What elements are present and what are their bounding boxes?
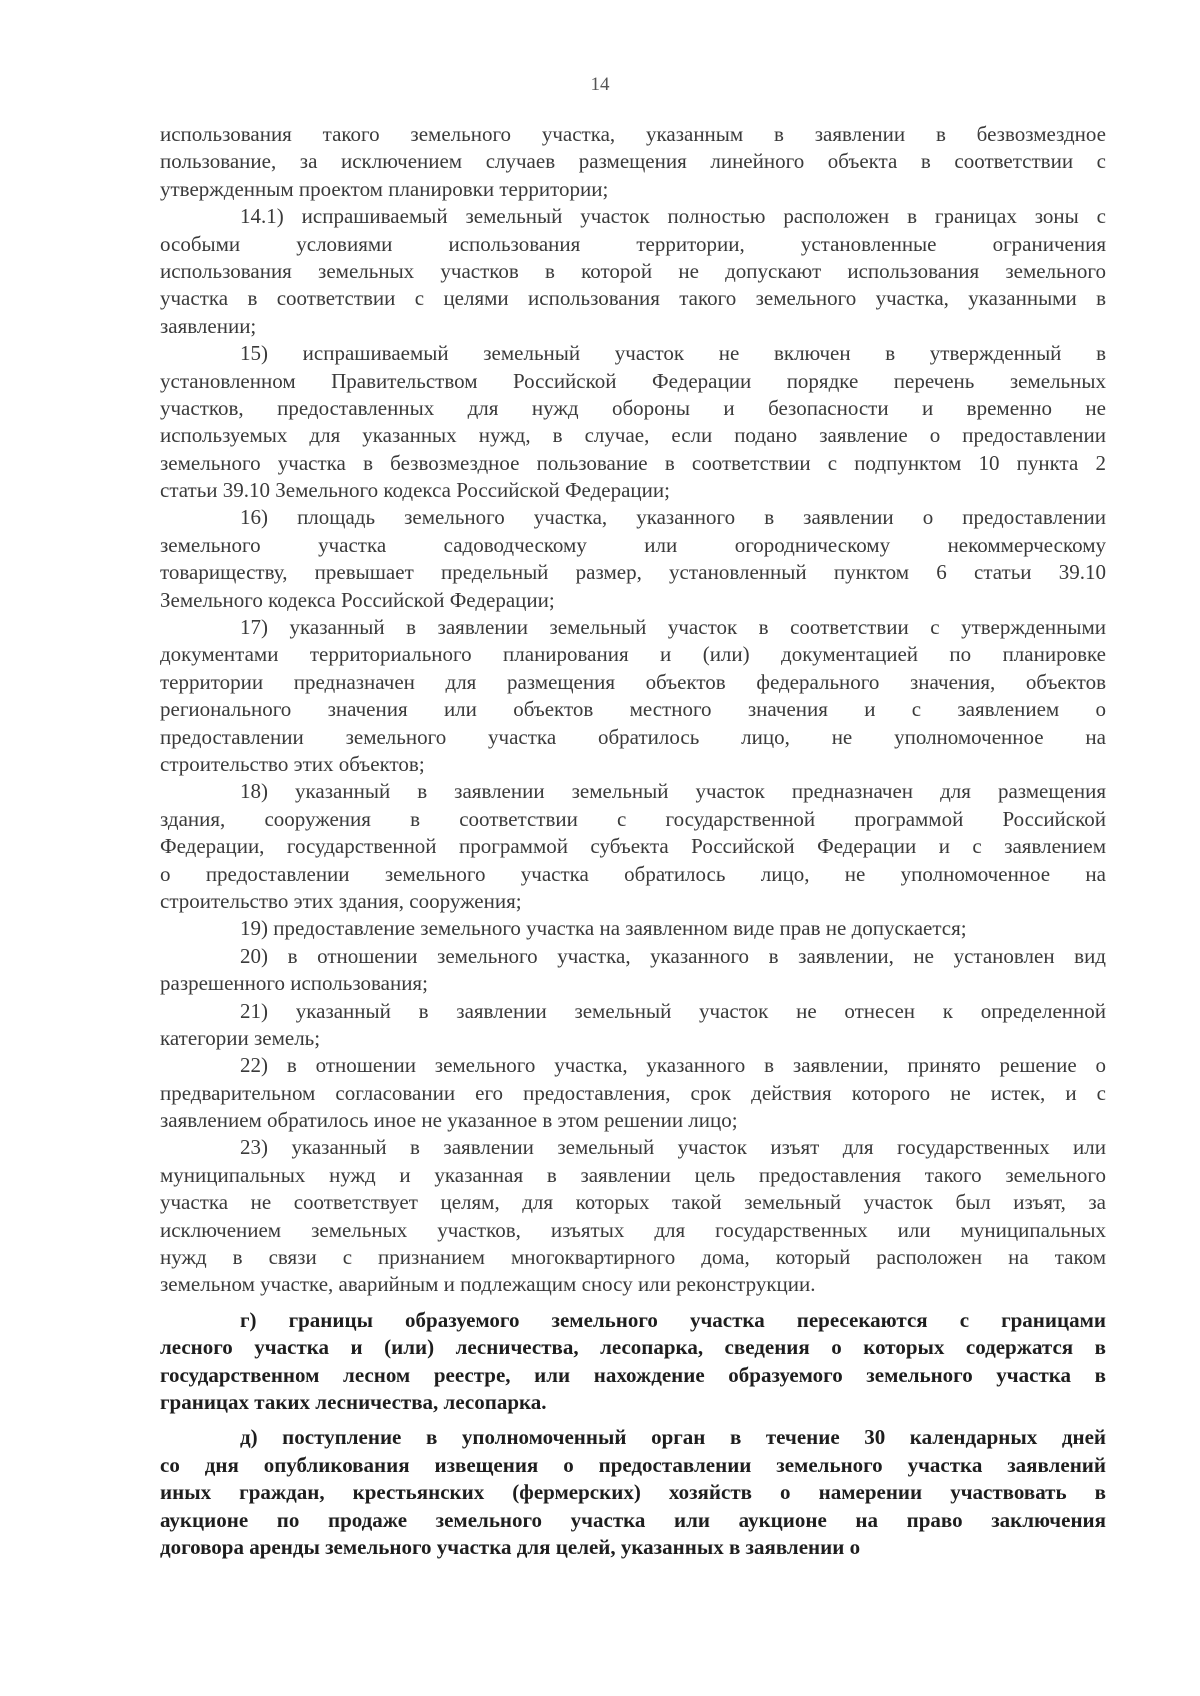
text-line: строительство этих объектов; xyxy=(160,751,425,776)
text-line: использования такого земельного участка, указанным в заявлении в безвозмездное xyxy=(160,122,1106,146)
paragraph xyxy=(160,1134,1106,1298)
text-line: 15) испрашиваемый земельный участок не включен в утвержденный в xyxy=(240,341,1106,366)
paragraph-gap xyxy=(160,1416,1106,1424)
text-line: земельного участка в безвозмездное пользование в соответствии с подпунктом 10 пункта 2 xyxy=(160,450,1106,475)
paragraph xyxy=(160,915,1106,942)
text-line: территории предназначен для размещения объектов федерального значения, объектов xyxy=(160,669,1106,694)
text-line: о предоставлении земельного участка обратилось лицо, не уполномоченное на xyxy=(160,861,1106,886)
text-line: использования земельных участков в которой не допускают использования земельного xyxy=(160,258,1106,283)
paragraph xyxy=(160,998,1106,1053)
text-line: заявлении; xyxy=(160,313,257,338)
text-line: д) поступление в уполномоченный орган в течение 30 календарных дней xyxy=(240,1425,1106,1450)
text-line: исключением земельных участков, изъятых для государственных или муниципальных xyxy=(160,1217,1106,1242)
text-line: границах таких лесничества, лесопарка. xyxy=(160,1389,547,1414)
text-line: 17) указанный в заявлении земельный участок в соответствии с утвержденными xyxy=(240,615,1106,640)
text-line: категории земель; xyxy=(160,1025,321,1050)
text-line: иных граждан, крестьянских (фермерских) хозяйств о намерении участвовать в xyxy=(160,1480,1106,1505)
text-line: утвержденным проектом планировки территории; xyxy=(160,176,609,201)
paragraph xyxy=(160,203,1106,340)
text-line: регионального значения или объектов местного значения и с заявлением о xyxy=(160,697,1106,722)
text-line: используемых для указанных нужд, в случае, если подано заявление о предоставлении xyxy=(160,423,1106,448)
text-line: 14.1) испрашиваемый земельный участок полностью расположен в границах зоны с xyxy=(240,204,1106,229)
text-line: государственном лесном реестре, или нахождение образуемого земельного участка в xyxy=(160,1362,1106,1387)
text-line: товариществу, превышает предельный размер, установленный пунктом 6 статьи 39.10 xyxy=(160,560,1106,585)
text-line: со дня опубликования извещения о предоставлении земельного участка заявлений xyxy=(160,1452,1106,1477)
bold-paragraph xyxy=(160,1307,1106,1417)
text-line: нужд в связи с признанием многоквартирного дома, который расположен на таком xyxy=(160,1245,1106,1270)
text-line: лесного участка и (или) лесничества, лесопарка, сведения о которых содержатся в xyxy=(160,1335,1106,1360)
text-line: заявлением обратилось иное не указанное в этом решении лицо; xyxy=(160,1108,738,1133)
paragraph xyxy=(160,340,1106,504)
text-line: участка в соответствии с целями использования такого земельного участка, указанными в xyxy=(160,286,1106,311)
text-line: строительство этих здания, сооружения; xyxy=(160,888,522,913)
text-line: 18) указанный в заявлении земельный участок предназначен для размещения xyxy=(240,779,1106,804)
text-line: особыми условиями использования территории, установленные ограничения xyxy=(160,231,1106,256)
text-line: 21) указанный в заявлении земельный участок не отнесен к определенной xyxy=(240,998,1106,1023)
text-line: предоставлении земельного участка обратилось лицо, не уполномоченное на xyxy=(160,724,1106,749)
paragraph xyxy=(160,1052,1106,1134)
paragraph xyxy=(160,504,1106,614)
text-line: Земельного кодекса Российской Федерации; xyxy=(160,587,555,612)
text-line: 22) в отношении земельного участка, указанного в заявлении, принято решение о xyxy=(240,1053,1106,1078)
text-line: аукционе по продаже земельного участка или аукционе на право заключения xyxy=(160,1507,1106,1532)
text-line: предварительном согласовании его предоставления, срок действия которого не истек, и с xyxy=(160,1080,1106,1105)
text-line: 20) в отношении земельного участка, указанного в заявлении, не установлен вид xyxy=(240,943,1106,968)
text-line: установленном Правительством Российской Федерации порядке перечень земельных xyxy=(160,368,1106,393)
document-body xyxy=(160,121,1106,1561)
text-line: муниципальных нужд и указанная в заявлении цель предоставления такого земельного xyxy=(160,1162,1106,1187)
page-number: 14 xyxy=(590,74,610,95)
paragraph xyxy=(160,943,1106,998)
bold-paragraph xyxy=(160,1424,1106,1561)
text-line: разрешенного использования; xyxy=(160,971,428,996)
text-line: земельном участке, аварийным и подлежащим сносу или реконструкции. xyxy=(160,1272,816,1297)
paragraph xyxy=(160,121,1106,203)
text-line: участка не соответствует целям, для которых такой земельный участок был изъят, за xyxy=(160,1190,1106,1215)
text-line: Федерации, государственной программой субъекта Российской Федерации и с заявлением xyxy=(160,834,1106,859)
text-line: г) границы образуемого земельного участка пересекаются с границами xyxy=(240,1307,1106,1332)
text-line: земельного участка садоводческому или огородническому некоммерческому xyxy=(160,532,1106,557)
paragraph xyxy=(160,614,1106,778)
text-line: 19) предоставление земельного участка на заявленном виде прав не допускается; xyxy=(240,916,967,941)
text-line: здания, сооружения в соответствии с государственной программой Российской xyxy=(160,806,1106,831)
text-line: документами территориального планирования и (или) документацией по планировке xyxy=(160,642,1106,667)
text-line: 16) площадь земельного участка, указанного в заявлении о предоставлении xyxy=(240,505,1106,530)
text-line: 23) указанный в заявлении земельный участок изъят для государственных или xyxy=(240,1135,1106,1160)
paragraph xyxy=(160,778,1106,915)
text-line: договора аренды земельного участка для целей, указанных в заявлении о xyxy=(160,1534,861,1559)
text-line: участков, предоставленных для нужд обороны и безопасности и временно не xyxy=(160,395,1106,420)
text-line: статьи 39.10 Земельного кодекса Российской Федерации; xyxy=(160,478,670,503)
text-line: пользование, за исключением случаев размещения линейного объекта в соответствии с xyxy=(160,149,1106,174)
paragraph-gap xyxy=(160,1299,1106,1307)
